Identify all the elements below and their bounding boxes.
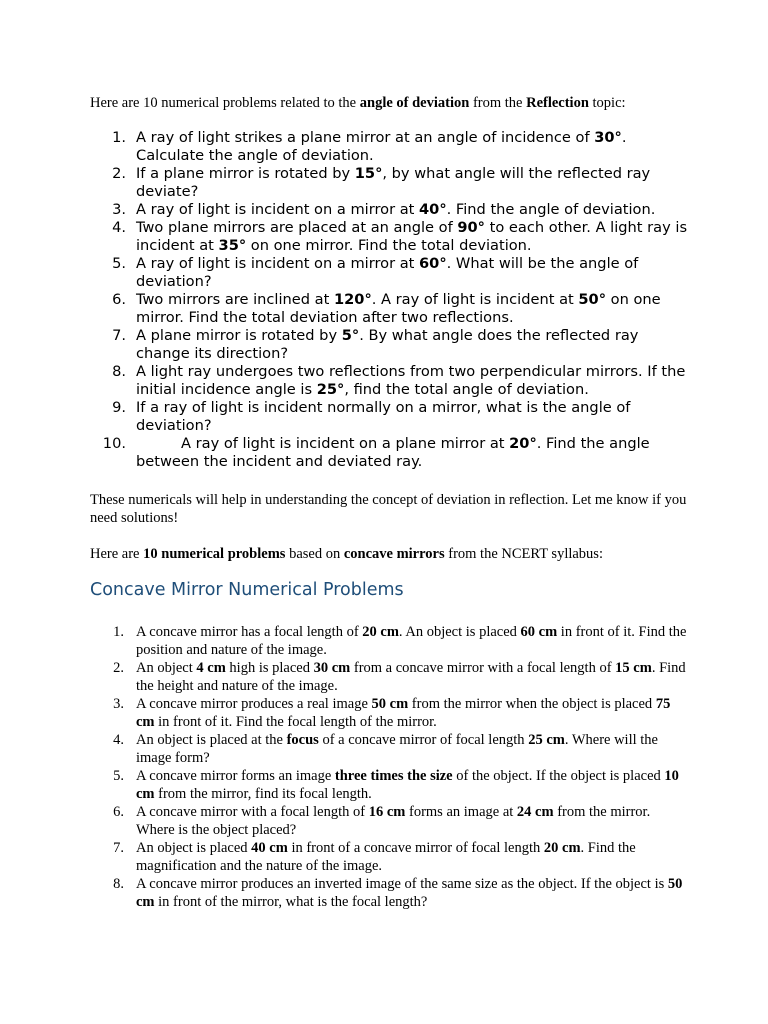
list-item-number: 2.: [113, 660, 124, 676]
list-item: [90, 129, 690, 165]
list-item: [90, 255, 690, 291]
list-item-number: 2.: [112, 165, 126, 182]
list-item: [90, 399, 690, 435]
list-item-text: A plane mirror is rotated by: [136, 327, 342, 344]
list-item-text: If a plane mirror is rotated by: [136, 165, 355, 182]
list-item-text: in front of a concave mirror of focal length: [287, 840, 544, 856]
list-item-bold-value: 30 cm: [313, 660, 351, 676]
list-item-number: 7.: [112, 327, 126, 344]
list-item-bold-value: 50 cm: [136, 876, 683, 910]
list-item-text: A concave mirror produces an inverted image of the same size as the object. If the object is: [136, 876, 668, 892]
list-item-bold-value: 50 cm: [371, 696, 409, 712]
list-item-bold-value: 25°: [316, 381, 345, 398]
list-item-text: A concave mirror with a focal length of: [136, 804, 369, 820]
list-item-text: from the mirror when the object is placed: [408, 696, 656, 712]
concave-problems-list: [90, 623, 690, 911]
list-item-text: of the object. If the object is placed: [452, 768, 665, 784]
intro-text: topic:: [588, 95, 626, 111]
list-item-bold-value: 16 cm: [368, 804, 406, 820]
list-item-text: from a concave mirror with a focal length of: [350, 660, 616, 676]
list-item-text: , by what angle will the reflected ray deviate?: [136, 165, 651, 200]
list-item-text: An object is placed: [136, 840, 252, 856]
list-item-bold-value: 15 cm: [615, 660, 652, 676]
list-item-text: . Find the magnification and the nature of the image.: [136, 840, 636, 874]
list-item-text: . A ray of light is incident at: [371, 291, 579, 308]
list-item: [90, 219, 690, 255]
list-item-bold-value: 5°: [341, 327, 360, 344]
list-item-text: A ray of light is incident on a mirror at: [136, 201, 420, 218]
list-item-text: A concave mirror produces a real image: [136, 696, 372, 712]
closing-paragraph: These numericals will help in understanding the concept of deviation in reflection. Let me know if you need solutions!: [90, 492, 687, 526]
list-item-number: 9.: [112, 399, 126, 416]
list-item-text: Two mirrors are inclined at: [136, 291, 334, 308]
list-item: [90, 659, 690, 695]
list-item-text: . Find the height and nature of the image.: [136, 660, 686, 694]
list-item-bold-value: three times the size: [334, 768, 453, 784]
intro-text: from the: [469, 95, 527, 111]
list-item-text: of a concave mirror of focal length: [318, 732, 529, 748]
list-item-bold-value: 15°: [354, 165, 383, 182]
list-item-text: . Where will the image form?: [136, 732, 658, 766]
list-item-text: . Find the angle between the incident and deviated ray.: [136, 435, 650, 470]
intro-paragraph-concave: [90, 545, 710, 563]
intro-bold-term: concave mirrors: [343, 546, 445, 562]
list-item-text: high is placed: [225, 660, 314, 676]
list-item: [90, 623, 690, 659]
list-item-bold-value: 4 cm: [196, 660, 226, 676]
intro-bold-term: 10 numerical problems: [143, 546, 286, 562]
intro-text: Here are 10 numerical problems related to the: [90, 95, 360, 111]
list-item-number: 3.: [113, 696, 124, 712]
list-item-text: from the mirror, find its focal length.: [154, 786, 372, 802]
list-item-number: 6.: [113, 804, 124, 820]
list-item-bold-value: 40 cm: [251, 840, 288, 856]
list-item-bold-value: 20 cm: [543, 840, 581, 856]
list-item-bold-value: 35°: [218, 237, 247, 254]
list-item-bold-value: 60°: [419, 255, 447, 272]
list-item-text: . By what angle does the reflected ray change its direction?: [136, 327, 639, 362]
list-item-bold-value: 25 cm: [528, 732, 565, 748]
list-item-text: A light ray undergoes two reflections from two perpendicular mirrors. If the initial incidence angle is: [136, 363, 686, 398]
list-item: [90, 875, 690, 911]
list-item-number: 4.: [113, 732, 124, 748]
list-item: [90, 435, 690, 471]
list-item-text: . Calculate the angle of deviation.: [136, 129, 627, 164]
list-item-text: on one mirror. Find the total deviation.: [246, 237, 532, 254]
list-item-text: A concave mirror has a focal length of: [136, 624, 363, 640]
intro-bold-term: Reflection: [526, 95, 589, 111]
list-item: [90, 731, 690, 767]
list-item-text: A ray of light is incident on a mirror at: [136, 255, 420, 272]
list-item-text: A concave mirror forms an image: [136, 768, 335, 784]
list-item-number: 10.: [102, 435, 126, 452]
list-item-text: from the mirror. Where is the object placed?: [136, 804, 651, 838]
list-item-bold-value: 60 cm: [520, 624, 558, 640]
list-item-text: If a ray of light is incident normally on a mirror, what is the angle of deviation?: [136, 399, 631, 434]
list-item-text: A ray of light strikes a plane mirror at an angle of incidence of: [136, 129, 595, 146]
list-item-number: 1.: [112, 129, 126, 146]
list-item-bold-value: 75 cm: [136, 696, 671, 730]
intro-text: based on: [285, 546, 344, 562]
list-item-number: 3.: [112, 201, 126, 218]
list-item-text: , find the total angle of deviation.: [344, 381, 589, 398]
intro-text: Here are: [90, 546, 144, 562]
list-item: [90, 839, 690, 875]
list-item-bold-value: focus: [286, 732, 319, 748]
list-item-text: in front of it. Find the position and nature of the image.: [136, 624, 687, 658]
list-item-text: . What will be the angle of deviation?: [136, 255, 639, 290]
list-item-text: in front of the mirror, what is the focal length?: [154, 894, 428, 910]
list-item-bold-value: 50°: [578, 291, 607, 308]
list-item-number: 4.: [112, 219, 126, 236]
list-item-bold-value: 24 cm: [516, 804, 554, 820]
intro-bold-term: angle of deviation: [359, 95, 470, 111]
list-item-number: 5.: [113, 768, 124, 784]
list-item: [90, 363, 690, 399]
list-item-number: 7.: [113, 840, 124, 856]
section-heading: Concave Mirror Numerical Problems: [90, 580, 404, 600]
list-item-text: forms an image at: [405, 804, 517, 820]
list-item-text: in front of it. Find the focal length of the mirror.: [154, 714, 437, 730]
list-item-bold-value: 40°: [419, 201, 447, 218]
list-item-number: 8.: [113, 876, 124, 892]
reflection-problems-list: [90, 129, 690, 471]
list-item-text: An object is placed at the: [136, 732, 287, 748]
list-item-bold-value: 90°: [457, 219, 485, 236]
list-item-text: A ray of light is incident on a plane mirror at: [181, 435, 510, 452]
list-item-text: on one mirror. Find the total deviation after two reflections.: [136, 291, 661, 326]
list-item: [90, 695, 690, 731]
list-item-number: 1.: [113, 624, 124, 640]
list-item: [90, 803, 690, 839]
list-item-bold-value: 120°: [333, 291, 372, 308]
list-item-number: 5.: [112, 255, 126, 272]
list-item-bold-value: 20°: [509, 435, 537, 452]
list-item-bold-value: 20 cm: [362, 624, 399, 640]
list-item: [90, 327, 690, 363]
list-item-text: An object: [136, 660, 197, 676]
list-item: [90, 165, 690, 201]
list-item-text: Two plane mirrors are placed at an angle of: [136, 219, 458, 236]
list-item-bold-value: 10 cm: [136, 768, 679, 802]
intro-text: from the NCERT syllabus:: [444, 546, 603, 562]
list-item: [90, 291, 690, 327]
intro-paragraph-reflection: [90, 94, 710, 112]
list-item-bold-value: 30°: [594, 129, 622, 146]
list-item-text: to each other. A light ray is incident at: [136, 219, 688, 254]
list-item: [90, 201, 690, 219]
list-item: [90, 767, 690, 803]
list-item-number: 6.: [112, 291, 126, 308]
list-item-number: 8.: [112, 363, 126, 380]
list-item-text: . An object is placed: [398, 624, 521, 640]
list-item-text: . Find the angle of deviation.: [446, 201, 656, 218]
